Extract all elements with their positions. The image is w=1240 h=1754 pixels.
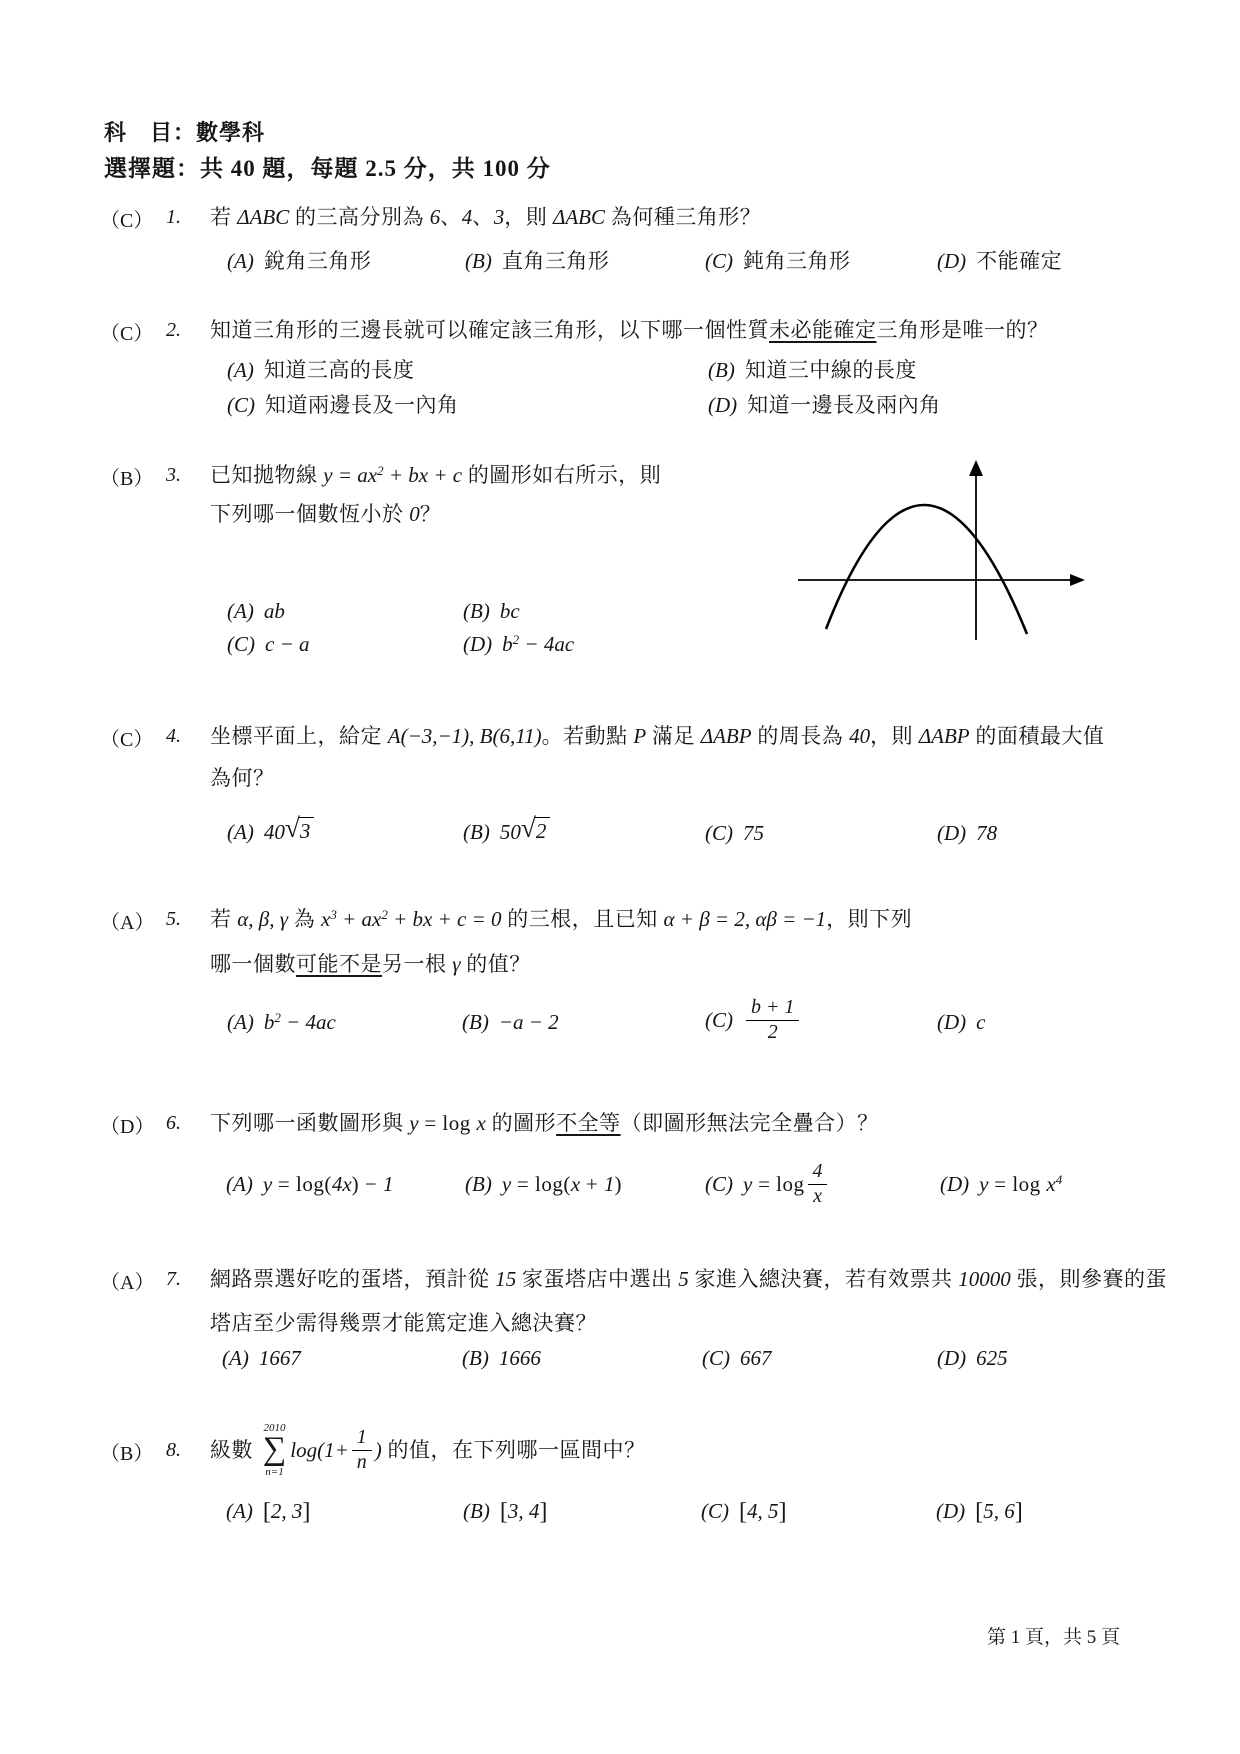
q8-option-b-text: [3, 4] (499, 1498, 548, 1525)
q4-number: 4. (166, 725, 181, 747)
q7-stem-line1: 網路票選好吃的蛋塔，預計從 15 家蛋塔店中選出 5 家進入總決賽，若有效票共 10000 張，則參賽的蛋 (210, 1267, 1167, 1291)
q2-option-a (227, 354, 414, 384)
q2-answer: （C） (100, 323, 154, 345)
q8-stem: 級數 2010 ∑ n=1 log(1+ $\frac{1}{n}$ ) 的值，在下列哪一區間中？ (210, 1422, 646, 1478)
q7-stem-line2: 塔店至少需得幾票才能篤定進入總決賽？ (210, 1311, 597, 1335)
q4-option-c (705, 821, 764, 846)
q3-option-b-text: bc (499, 599, 520, 623)
q6-option-d-text: $y = \log x^4$ (979, 1172, 1063, 1196)
q8-option-c (701, 1497, 787, 1525)
parabola-curve (826, 505, 1027, 634)
q4-option-c-text: 75 (743, 821, 764, 845)
q2-option-a-text: 知道三高的長度 (263, 358, 415, 382)
q4-option-a (227, 813, 314, 845)
q6-option-c-label: (C) (705, 1171, 733, 1196)
q5-answer: （A） (100, 912, 155, 934)
q5-option-c-text: $\frac{b + 1}{2}$ (743, 997, 802, 1044)
q2-option-d (708, 389, 941, 419)
q4-option-b (463, 813, 550, 845)
q8-option-d (936, 1497, 1023, 1525)
q8-option-d-text: [5, 6] (975, 1498, 1023, 1525)
q5-option-b (462, 1010, 559, 1035)
q1-number: 1. (166, 206, 181, 228)
q2-stem: 知道三角形的三邊長就可以確定該三角形，以下哪一個性質未必能確定三角形是唯一的？ (210, 318, 1049, 342)
q8-answer: （B） (100, 1443, 154, 1465)
q3-option-c-label: (C) (227, 632, 255, 656)
q7-number: 7. (166, 1268, 181, 1290)
q5-stem-line2: 哪一個數可能不是另一根 γ 的值？ (210, 952, 531, 976)
q4-answer: （C） (100, 729, 154, 751)
q2-option-b-label: (B) (708, 358, 735, 382)
q4-option-a-text: 40 √ 3 (264, 817, 314, 845)
q7-option-a (222, 1346, 301, 1371)
subject-title: 科 目：數學科 (104, 120, 266, 145)
page-number: 第 1 頁，共 5 頁 (986, 1627, 1120, 1648)
q6-number: 6. (166, 1112, 181, 1134)
y-axis-arrow (969, 460, 983, 476)
q5-stem-line1: 若 α, β, γ 為 $x^3 + ax^2$ + bx + c = 0 的三根，且已知 α + β = 2, αβ = −1，則下列 (210, 907, 913, 931)
q1-option-b (465, 245, 609, 275)
q6-option-a-label: (A) (226, 1172, 253, 1196)
q4-option-d-text: 78 (976, 821, 998, 845)
q6-answer: （D） (100, 1116, 155, 1138)
q4-option-b-label: (B) (463, 820, 490, 844)
q3-option-a-text: ab (263, 599, 285, 623)
exam-instructions: 選擇題：共 40 題，每題 2.5 分，共 100 分 (104, 156, 551, 181)
q4-option-a-label: (A) (227, 820, 254, 844)
q7-option-d-label: (D) (937, 1346, 967, 1370)
q7-option-d (937, 1346, 1008, 1371)
q7-option-b (462, 1346, 541, 1371)
q5-option-a-label: (A) (227, 1010, 254, 1034)
q5-option-a (227, 1010, 336, 1035)
q3-option-c (227, 632, 310, 657)
q1-option-a-text: 銳角三角形 (263, 249, 372, 273)
q6-option-a-text: y = log(4x) − 1 (262, 1172, 394, 1196)
q8-option-b (463, 1497, 547, 1525)
q2-option-c-label: (C) (227, 393, 255, 417)
q8-option-d-label: (D) (936, 1499, 966, 1523)
q7-option-a-text: 1667 (258, 1346, 301, 1370)
x-axis-arrow (1070, 574, 1085, 586)
q8-number: 8. (166, 1439, 181, 1461)
q7-option-c-text: 667 (740, 1346, 772, 1370)
q7-option-b-label: (B) (462, 1346, 489, 1370)
q6-option-c (705, 1156, 830, 1212)
q1-stem: 若 ΔABC 的三高分別為 6、4、3，則 ΔABC 為何種三角形？ (210, 205, 762, 229)
q7-option-b-text: 1666 (498, 1346, 541, 1370)
q8-option-a-label: (A) (226, 1499, 253, 1523)
q7-option-d-text: 625 (976, 1346, 1008, 1370)
q8-option-c-text: [4, 5] (739, 1498, 787, 1525)
q1-option-d-label: (D) (937, 249, 967, 273)
q3-stem-line1: 已知拋物線 $y = ax^2$ + bx + c 的圖形如右所示，則 (210, 463, 662, 487)
q1-option-d (937, 245, 1062, 275)
q5-option-c (705, 992, 802, 1048)
q4-option-c-label: (C) (705, 821, 733, 845)
q2-option-d-label: (D) (708, 393, 738, 417)
q4-option-d-label: (D) (937, 821, 967, 845)
q6-option-b (465, 1172, 622, 1197)
q7-option-a-label: (A) (222, 1346, 249, 1370)
q6-option-d-label: (D) (940, 1172, 970, 1196)
q2-number: 2. (166, 319, 181, 341)
q3-stem-line2: 下列哪一個數恆小於 0？ (210, 502, 442, 526)
q6-option-d (940, 1172, 1062, 1197)
q3-option-a (227, 599, 285, 624)
q8-option-a (226, 1497, 310, 1525)
q2-option-b (708, 354, 917, 384)
q1-option-b-label: (B) (465, 249, 492, 273)
q5-option-d-text: c (976, 1010, 986, 1034)
q1-option-c-label: (C) (705, 249, 733, 273)
q2-option-b-text: 知道三中線的長度 (744, 358, 917, 382)
q1-option-a (227, 245, 371, 275)
q3-option-c-text: c − a (265, 632, 310, 656)
q3-option-d-text: $b^2 - 4ac$ (502, 632, 575, 656)
q6-option-b-text: y = log(x + 1) (501, 1172, 622, 1196)
q5-option-a-text: $b^2 - 4ac$ (263, 1010, 336, 1034)
q6-stem: 下列哪一函數圖形與 y = log x 的圖形不全等（即圖形無法完全疊合）？ (210, 1111, 879, 1135)
q1-option-d-text: 不能確定 (976, 249, 1063, 273)
q3-option-b (463, 599, 520, 624)
q3-answer: （B） (100, 468, 154, 490)
q3-option-a-label: (A) (227, 599, 254, 623)
q5-option-d-label: (D) (937, 1010, 967, 1034)
q5-option-b-text: −a − 2 (498, 1010, 559, 1034)
q3-option-d (463, 632, 574, 657)
q8-option-c-label: (C) (701, 1499, 729, 1523)
q1-option-c (705, 245, 851, 275)
q6-option-c-text: y = log $\frac{4}{x}$ (743, 1161, 830, 1208)
q6-option-b-label: (B) (465, 1172, 492, 1196)
q7-option-c (702, 1346, 772, 1371)
q2-option-c (227, 389, 459, 419)
q1-option-c-text: 鈍角三角形 (743, 249, 851, 273)
q1-option-a-label: (A) (227, 249, 254, 273)
q4-stem-line2: 為何？ (210, 766, 275, 790)
q3-number: 3. (166, 464, 181, 486)
q2-option-a-label: (A) (227, 358, 254, 382)
q5-option-c-label: (C) (705, 1007, 733, 1032)
parabola-figure (790, 452, 1090, 652)
q3-option-b-label: (B) (463, 599, 490, 623)
q8-option-a-text: [2, 3] (262, 1498, 311, 1525)
q5-option-b-label: (B) (462, 1010, 489, 1034)
q2-option-c-text: 知道兩邊長及一內角 (265, 393, 459, 417)
q1-option-b-text: 直角三角形 (501, 249, 610, 273)
q7-option-c-label: (C) (702, 1346, 730, 1370)
q7-answer: （A） (100, 1272, 155, 1294)
q5-number: 5. (166, 908, 181, 930)
q4-option-d (937, 821, 997, 846)
q6-option-a (226, 1172, 394, 1197)
q3-option-d-label: (D) (463, 632, 493, 656)
q8-option-b-label: (B) (463, 1499, 490, 1523)
q2-option-d-text: 知道一邊長及兩內角 (747, 393, 941, 417)
q1-answer: （C） (100, 210, 154, 232)
q4-stem-line1: 坐標平面上，給定 A(−3,−1), B(6,11)。若動點 P 滿足 ΔABP 的周長為 40，則 ΔABP 的面積最大值 (210, 724, 1105, 748)
q4-option-b-text: 50 √ 2 (500, 817, 550, 845)
q5-option-d (937, 1010, 985, 1035)
